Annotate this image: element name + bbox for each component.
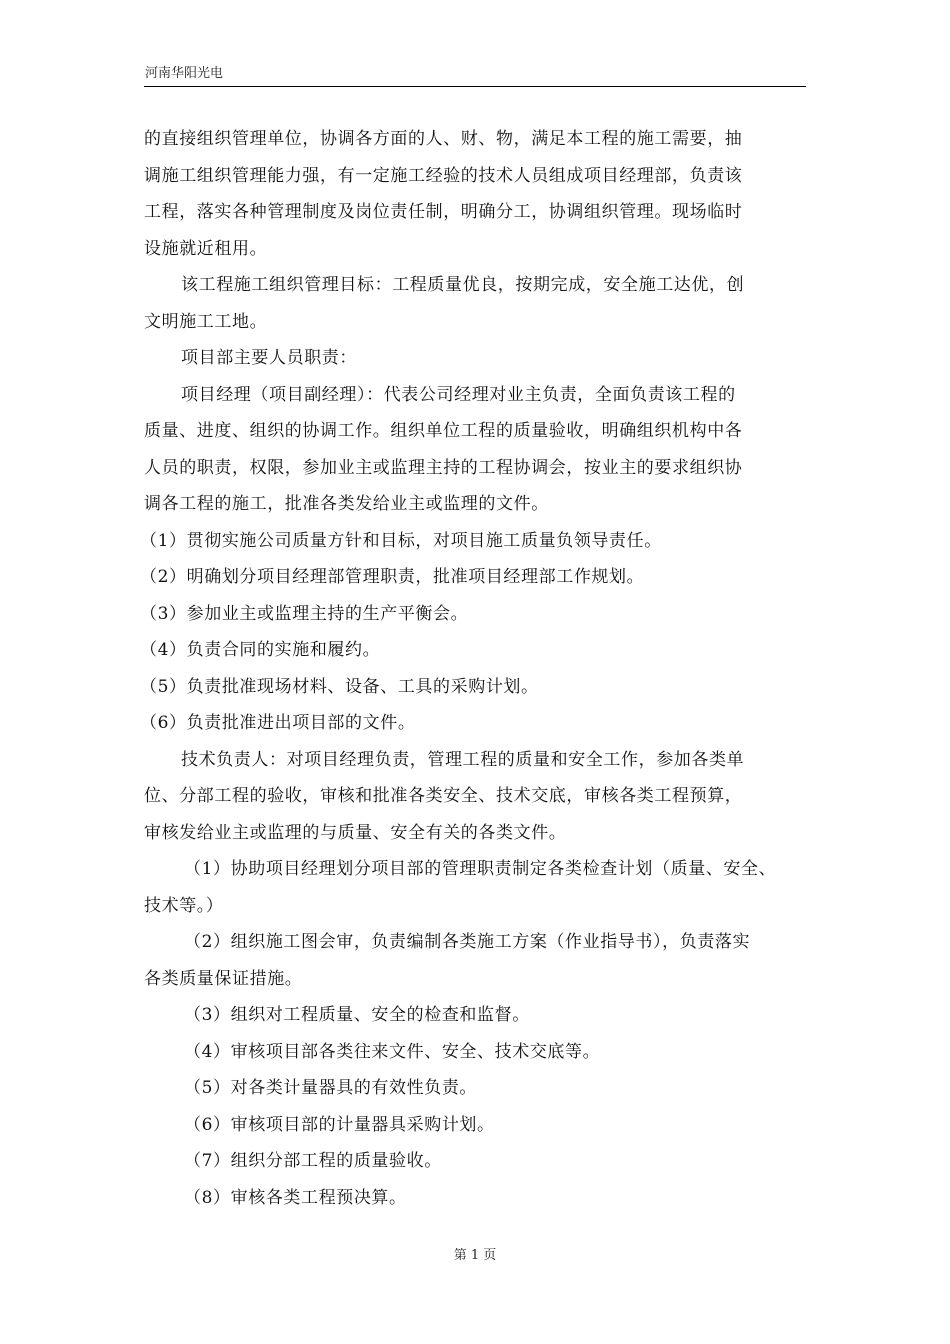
text-line: 项目部主要人员职责：	[181, 348, 357, 368]
text-line: 审核发给业主或监理的与质量、安全有关的各类文件。	[144, 822, 567, 843]
text-line: 设施就近租用。	[144, 238, 268, 259]
text-line: （2）明确划分项目经理部管理职责，批准项目经理部工作规划。	[140, 567, 645, 587]
page-number: 第 1 页	[453, 1248, 497, 1263]
text-line: （4）审核项目部各类往来文件、安全、技术交底等。	[184, 1041, 601, 1062]
text-line: （5）对各类计量器具的有效性负责。	[184, 1078, 478, 1098]
text-line: 技术负责人：对项目经理负责，管理工程的质量和安全工作，参加各类单	[181, 749, 745, 770]
text-line: （3）参加业主或监理主持的生产平衡会。	[140, 603, 469, 624]
text-line: 项目经理（项目副经理）：代表公司经理对业主负责，全面负责该工程的	[181, 384, 736, 405]
text-line: 技术等。）	[144, 895, 224, 916]
text-line: （4）负责合同的实施和履约。	[140, 640, 381, 660]
text-line: 调施工组织管理能力强，有一定施工经验的技术人员组成项目经理部，负责该	[144, 165, 743, 186]
document-body	[140, 121, 809, 1216]
text-line: 位、分部工程的验收，审核和批准各类安全、技术交底，审核各类工程预算，	[144, 786, 743, 806]
text-line: 文明施工工地。	[144, 311, 268, 332]
text-line: 该工程施工组织管理目标：工程质量优良，按期完成，安全施工达优，创	[181, 275, 745, 295]
text-line: （1）协助项目经理划分项目部的管理职责制定各类检查计划（质量、安全、	[184, 859, 777, 879]
text-line: 人员的职责，权限，参加业主或监理主持的工程协调会，按业主的要求组织协	[144, 457, 743, 478]
text-line: 调各工程的施工，批准各类发给业主或监理的文件。	[144, 494, 549, 514]
text-line: 质量、进度、组织的协调工作。组织单位工程的质量验收，明确组织机构中各	[144, 421, 743, 441]
text-line: （3）组织对工程质量、安全的检查和监督。	[184, 1005, 530, 1025]
text-line: （2）组织施工图会审，负责编制各类施工方案（作业指导书），负责落实	[184, 932, 751, 952]
text-line: （8）审核各类工程预决算。	[184, 1187, 407, 1208]
header-company-name: 河南华阳光电	[145, 66, 224, 81]
text-line: （6）负责批准进出项目部的文件。	[140, 713, 416, 733]
text-line: （6）审核项目部的计量器具采购计划。	[184, 1114, 495, 1135]
text-line: （7）组织分部工程的质量验收。	[184, 1151, 442, 1171]
text-line: （1）贯彻实施公司质量方针和目标，对项目施工质量负领导责任。	[140, 530, 662, 551]
text-line: 工程，落实各种管理制度及岗位责任制，明确分工，协调组织管理。现场临时	[144, 202, 743, 222]
header-divider	[144, 86, 806, 87]
text-line: 的直接组织管理单位，协调各方面的人、财、物，满足本工程的施工需要，抽	[144, 129, 743, 149]
text-line: 各类质量保证措施。	[144, 968, 303, 989]
text-line: （5）负责批准现场材料、设备、工具的采购计划。	[140, 676, 539, 697]
